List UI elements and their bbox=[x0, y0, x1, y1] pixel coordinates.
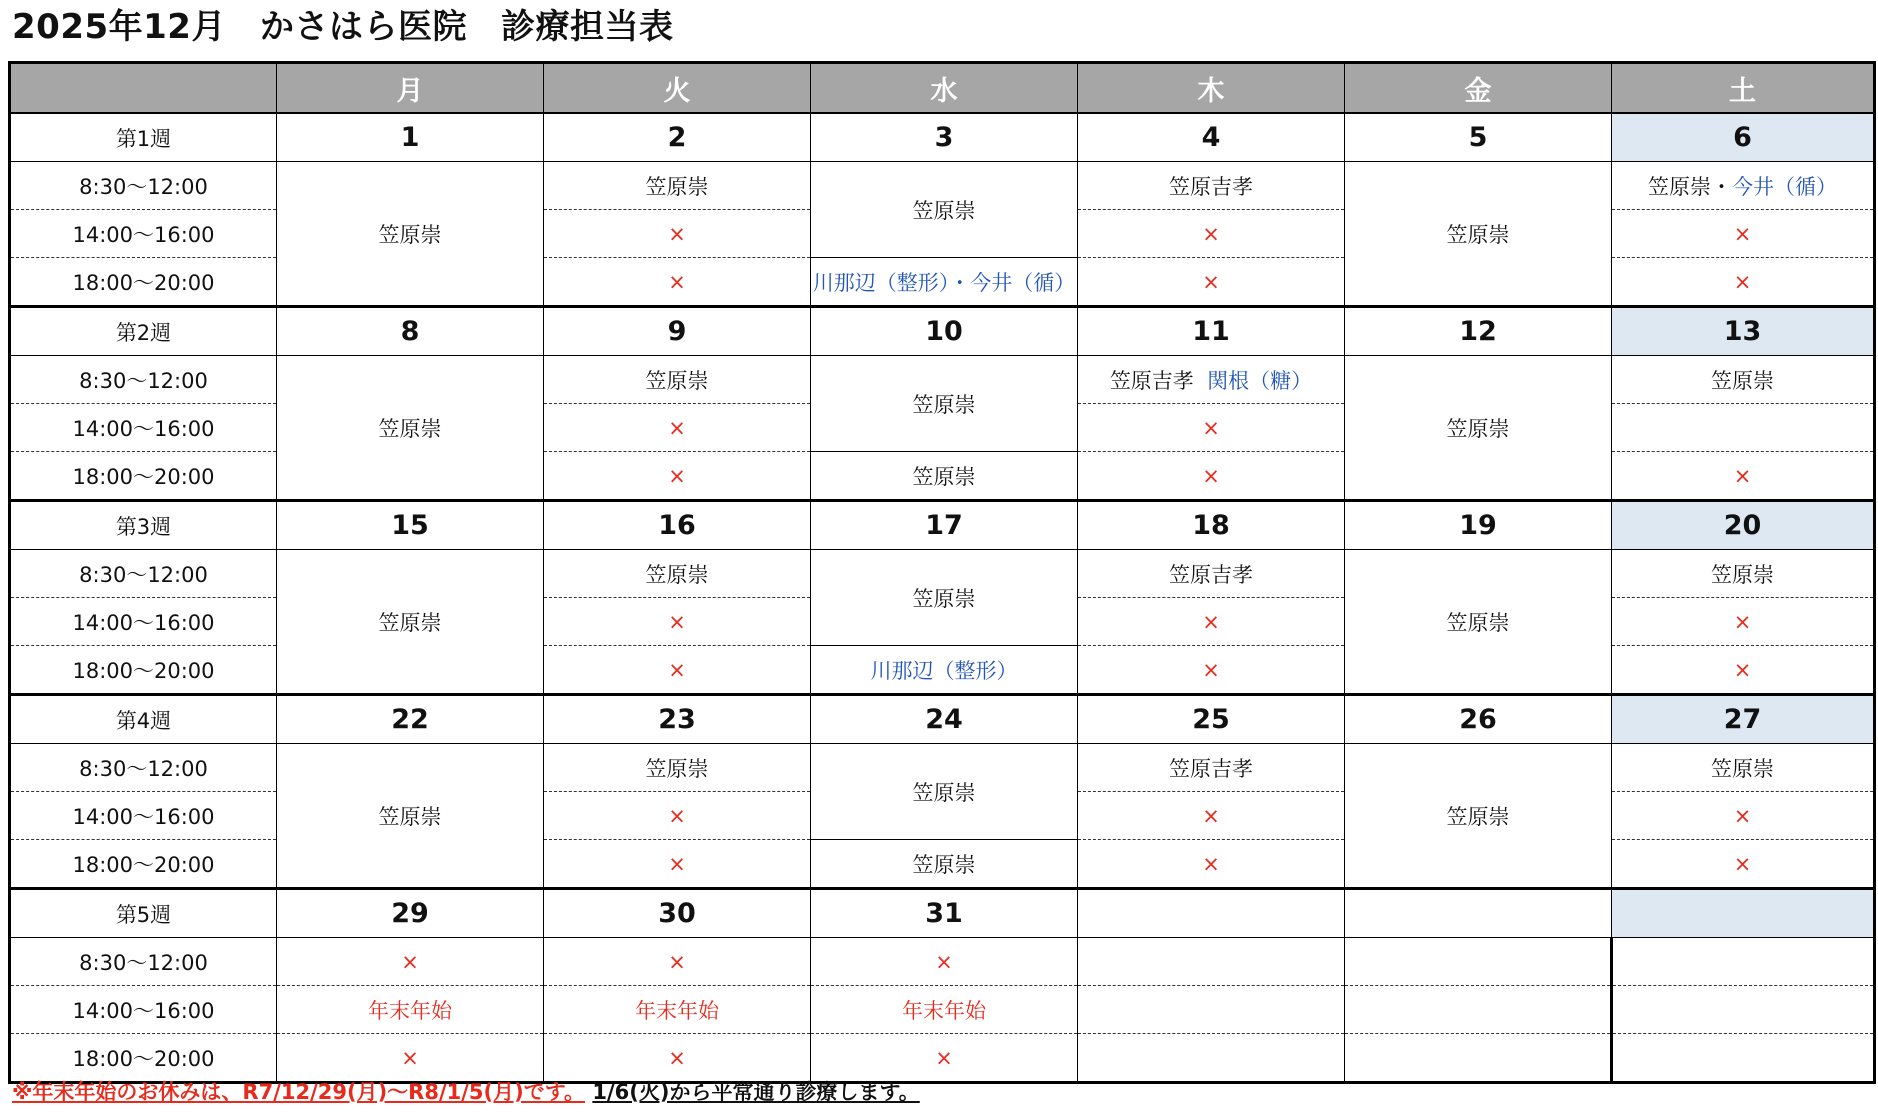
weekday-sat: 土 bbox=[1612, 63, 1875, 114]
date-cell: 12 bbox=[1345, 307, 1612, 356]
date-cell-saturday: 6 bbox=[1612, 113, 1875, 162]
date-cell: 4 bbox=[1078, 113, 1345, 162]
weekday-tue: 火 bbox=[544, 63, 811, 114]
date-cell: 24 bbox=[811, 695, 1078, 744]
notice-holiday-period: ※年末年始のお休みは、R7/12/29(月)～R8/1/5(月)です。 bbox=[12, 1080, 586, 1104]
date-cell: 31 bbox=[811, 889, 1078, 938]
closed-mark: × bbox=[1612, 792, 1875, 840]
closed-mark: × bbox=[544, 210, 811, 258]
schedule-cell: 笠原崇 bbox=[1612, 550, 1875, 598]
closed-mark: × bbox=[544, 840, 811, 889]
notice-resume: 1/6(火)から平常通り診療します。 bbox=[592, 1080, 920, 1104]
time-label: 14:00～16:00 bbox=[10, 404, 277, 452]
empty-cell bbox=[1078, 1034, 1345, 1083]
empty-cell bbox=[1078, 986, 1345, 1034]
schedule-cell bbox=[1612, 162, 1875, 210]
closed-mark: × bbox=[1612, 258, 1875, 307]
date-cell: 2 bbox=[544, 113, 811, 162]
schedule-cell: 笠原崇 bbox=[811, 356, 1078, 452]
schedule-cell: 笠原吉孝 bbox=[1078, 550, 1345, 598]
closed-mark: × bbox=[544, 938, 811, 986]
schedule-cell: 笠原崇 bbox=[1345, 550, 1612, 695]
closed-mark: × bbox=[1612, 452, 1875, 501]
holiday-label: 年末年始 bbox=[277, 986, 544, 1034]
empty-cell bbox=[1345, 1034, 1612, 1083]
weekday-mon: 月 bbox=[277, 63, 544, 114]
holiday-notice bbox=[12, 1076, 920, 1106]
holiday-label: 年末年始 bbox=[544, 986, 811, 1034]
schedule-cell: 笠原崇 bbox=[277, 162, 544, 307]
empty-cell bbox=[1612, 986, 1875, 1034]
date-cell: 23 bbox=[544, 695, 811, 744]
date-cell: 8 bbox=[277, 307, 544, 356]
closed-mark: × bbox=[1078, 598, 1345, 646]
closed-mark: × bbox=[1612, 210, 1875, 258]
date-cell: 29 bbox=[277, 889, 544, 938]
closed-mark: × bbox=[544, 1034, 811, 1083]
doctor-name: 笠原吉孝 bbox=[1109, 368, 1194, 393]
date-cell-saturday: 20 bbox=[1612, 501, 1875, 550]
schedule-cell: 笠原崇 bbox=[1612, 356, 1875, 404]
date-cell: 3 bbox=[811, 113, 1078, 162]
time-label: 14:00～16:00 bbox=[10, 792, 277, 840]
date-cell: 22 bbox=[277, 695, 544, 744]
schedule-cell: 笠原吉孝 bbox=[1078, 162, 1345, 210]
schedule-cell: 笠原崇 bbox=[1345, 744, 1612, 889]
schedule-cell: 笠原崇 bbox=[544, 550, 811, 598]
week5-morning-row bbox=[10, 938, 1875, 986]
time-label: 18:00～20:00 bbox=[10, 840, 277, 889]
schedule-cell: 川那辺（整形） bbox=[811, 646, 1078, 695]
header-corner bbox=[10, 63, 277, 114]
date-cell-empty bbox=[1078, 889, 1345, 938]
week2-morning-row bbox=[10, 356, 1875, 404]
time-label: 8:30～12:00 bbox=[10, 162, 277, 210]
date-cell-empty bbox=[1345, 889, 1612, 938]
doctor-name: 笠原崇 bbox=[1648, 174, 1711, 199]
closed-mark: × bbox=[544, 258, 811, 307]
schedule-cell: 笠原崇 bbox=[1345, 356, 1612, 501]
closed-mark: × bbox=[1078, 210, 1345, 258]
week5-day-row bbox=[10, 889, 1875, 938]
closed-mark: × bbox=[1078, 646, 1345, 695]
schedule-cell: 笠原崇 bbox=[277, 356, 544, 501]
date-cell: 26 bbox=[1345, 695, 1612, 744]
closed-mark: × bbox=[1612, 598, 1875, 646]
closed-mark: × bbox=[1078, 792, 1345, 840]
doctor-name-guest: 関根（糖） bbox=[1207, 368, 1313, 393]
date-cell: 25 bbox=[1078, 695, 1345, 744]
schedule-cell: 川那辺（整形）・今井（循） bbox=[811, 258, 1078, 307]
closed-mark: × bbox=[544, 792, 811, 840]
date-cell: 16 bbox=[544, 501, 811, 550]
date-cell: 15 bbox=[277, 501, 544, 550]
schedule-cell: 笠原崇 bbox=[544, 162, 811, 210]
time-label: 18:00～20:00 bbox=[10, 452, 277, 501]
schedule-cell: 笠原崇 bbox=[811, 162, 1078, 258]
time-label: 14:00～16:00 bbox=[10, 598, 277, 646]
doctor-name-guest: 今井（循） bbox=[1732, 174, 1837, 199]
time-label: 18:00～20:00 bbox=[10, 646, 277, 695]
schedule-cell: 笠原崇 bbox=[544, 744, 811, 792]
week2-label: 第2週 bbox=[10, 307, 277, 356]
closed-mark: × bbox=[1078, 840, 1345, 889]
date-cell: 10 bbox=[811, 307, 1078, 356]
schedule-cell: 笠原吉孝 bbox=[1078, 744, 1345, 792]
closed-mark: × bbox=[277, 938, 544, 986]
schedule-cell: 笠原崇 bbox=[544, 356, 811, 404]
week5-label: 第5週 bbox=[10, 889, 277, 938]
schedule-table bbox=[8, 61, 1876, 1084]
closed-mark: × bbox=[1612, 840, 1875, 889]
holiday-label: 年末年始 bbox=[811, 986, 1078, 1034]
empty-cell bbox=[1078, 938, 1345, 986]
separator-dot: ・ bbox=[1711, 174, 1732, 199]
time-label: 8:30～12:00 bbox=[10, 550, 277, 598]
date-cell-saturday: 27 bbox=[1612, 695, 1875, 744]
closed-mark: × bbox=[1612, 646, 1875, 695]
time-label: 8:30～12:00 bbox=[10, 938, 277, 986]
date-cell: 11 bbox=[1078, 307, 1345, 356]
week2-day-row bbox=[10, 307, 1875, 356]
closed-mark: × bbox=[544, 646, 811, 695]
date-cell: 17 bbox=[811, 501, 1078, 550]
closed-mark: × bbox=[811, 938, 1078, 986]
week1-label: 第1週 bbox=[10, 113, 277, 162]
week4-morning-row bbox=[10, 744, 1875, 792]
closed-mark: × bbox=[1078, 404, 1345, 452]
empty-cell bbox=[1612, 404, 1875, 452]
closed-mark: × bbox=[277, 1034, 544, 1083]
week5-afternoon-row bbox=[10, 986, 1875, 1034]
schedule-cell: 笠原崇 bbox=[811, 840, 1078, 889]
title-clinic: かさはら医院 bbox=[259, 7, 467, 47]
week4-day-row bbox=[10, 695, 1875, 744]
time-label: 14:00～16:00 bbox=[10, 210, 277, 258]
closed-mark: × bbox=[544, 452, 811, 501]
weekday-wed: 水 bbox=[811, 63, 1078, 114]
schedule-cell: 笠原崇 bbox=[1612, 744, 1875, 792]
schedule-cell: 笠原崇 bbox=[277, 744, 544, 889]
date-cell-saturday bbox=[1612, 889, 1875, 938]
week1-day-row bbox=[10, 113, 1875, 162]
time-label: 18:00～20:00 bbox=[10, 1034, 277, 1083]
date-cell: 5 bbox=[1345, 113, 1612, 162]
schedule-cell: 笠原崇 bbox=[811, 550, 1078, 646]
closed-mark: × bbox=[811, 1034, 1078, 1083]
date-cell: 9 bbox=[544, 307, 811, 356]
date-cell: 19 bbox=[1345, 501, 1612, 550]
empty-cell bbox=[1612, 1034, 1875, 1083]
week3-label: 第3週 bbox=[10, 501, 277, 550]
week4-label: 第4週 bbox=[10, 695, 277, 744]
time-label: 14:00～16:00 bbox=[10, 986, 277, 1034]
time-label: 18:00～20:00 bbox=[10, 258, 277, 307]
empty-cell bbox=[1345, 938, 1612, 986]
closed-mark: × bbox=[544, 404, 811, 452]
page-title bbox=[12, 2, 707, 52]
date-cell: 1 bbox=[277, 113, 544, 162]
schedule-cell bbox=[1078, 356, 1345, 404]
schedule-cell: 笠原崇 bbox=[811, 452, 1078, 501]
schedule-cell: 笠原崇 bbox=[1345, 162, 1612, 307]
closed-mark: × bbox=[544, 598, 811, 646]
schedule-cell: 笠原崇 bbox=[277, 550, 544, 695]
weekday-fri: 金 bbox=[1345, 63, 1612, 114]
week3-day-row bbox=[10, 501, 1875, 550]
weekday-header-row bbox=[10, 63, 1875, 114]
time-label: 8:30～12:00 bbox=[10, 744, 277, 792]
closed-mark: × bbox=[1078, 258, 1345, 307]
date-cell: 30 bbox=[544, 889, 811, 938]
empty-cell bbox=[1612, 938, 1875, 986]
weekday-thu: 木 bbox=[1078, 63, 1345, 114]
date-cell-saturday: 13 bbox=[1612, 307, 1875, 356]
title-label: 診療担当表 bbox=[500, 7, 674, 47]
schedule-cell: 笠原崇 bbox=[811, 744, 1078, 840]
week3-morning-row bbox=[10, 550, 1875, 598]
date-cell: 18 bbox=[1078, 501, 1345, 550]
closed-mark: × bbox=[1078, 452, 1345, 501]
empty-cell bbox=[1345, 986, 1612, 1034]
time-label: 8:30～12:00 bbox=[10, 356, 277, 404]
week1-morning-row bbox=[10, 162, 1875, 210]
title-month: 2025年12月 bbox=[12, 7, 226, 47]
